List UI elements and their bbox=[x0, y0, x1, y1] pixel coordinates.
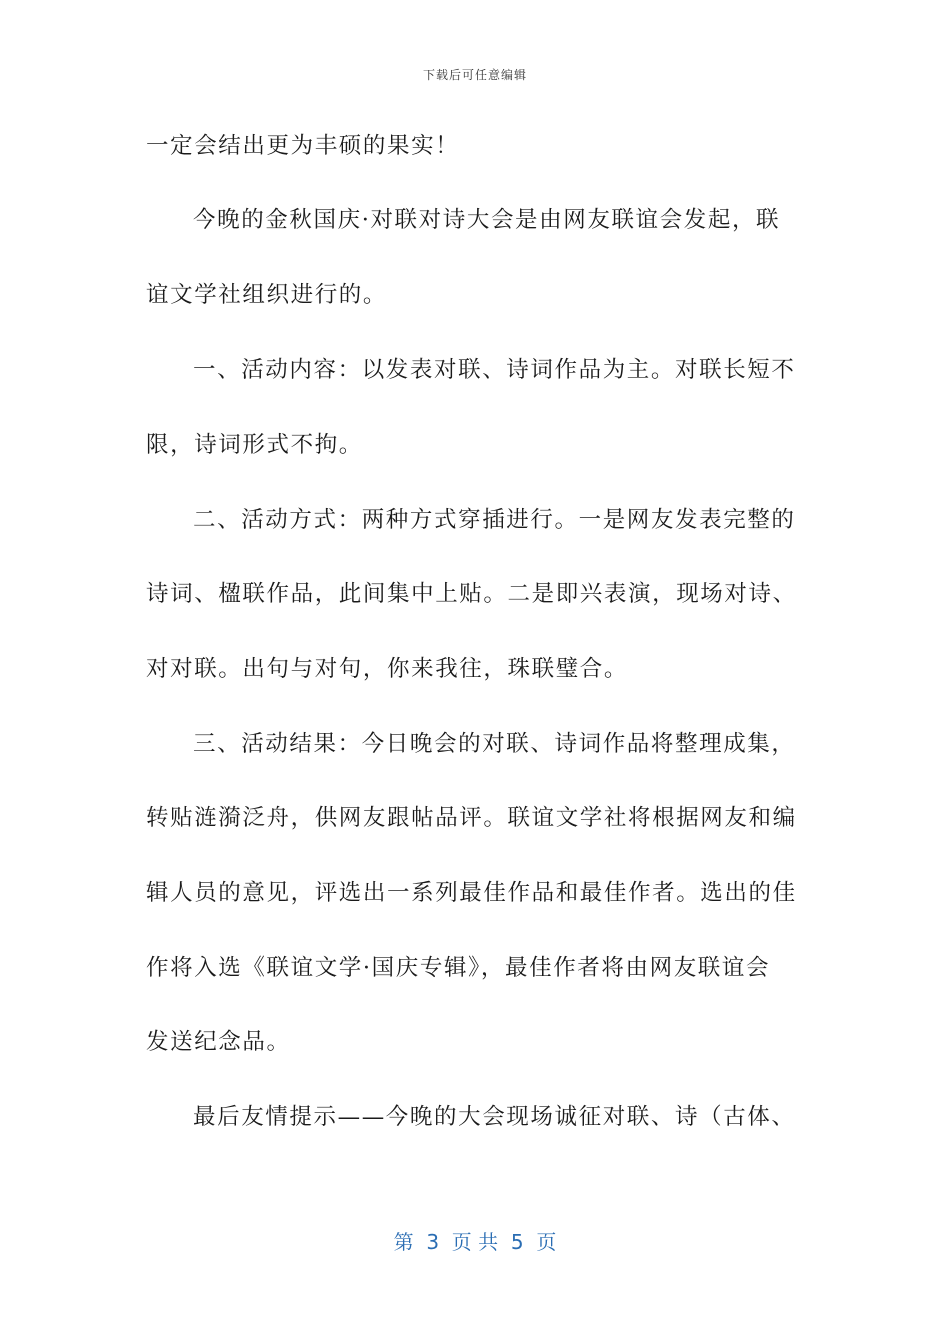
text-line: 限，诗词形式不拘。 bbox=[146, 432, 363, 458]
text-line: 对对联。出句与对句，你来我往，珠联璧合。 bbox=[146, 656, 629, 682]
paragraph-start: 最后友情提示——今晚的大会现场诚征对联、诗（古体、 bbox=[193, 1104, 796, 1130]
text-line: 谊文学社组织进行的。 bbox=[146, 282, 388, 308]
text-line: 作将入选《联谊文学·国庆专辑》，最佳作者将由网友联谊会 bbox=[146, 955, 771, 981]
page-number: 第 3 页 共 5 页 bbox=[393, 1230, 557, 1254]
paragraph-start: 三、活动结果：今日晚会的对联、诗词作品将整理成集， bbox=[193, 731, 796, 757]
text-line: 转贴涟漪泛舟，供网友跟帖品评。联谊文学社将根据网友和编 bbox=[146, 805, 797, 831]
paragraph-start: 一、活动内容：以发表对联、诗词作品为主。对联长短不 bbox=[193, 357, 796, 383]
paragraph-start: 今晚的金秋国庆·对联对诗大会是由网友联谊会发起，联 bbox=[193, 207, 781, 233]
text-line: 发送纪念品。 bbox=[146, 1029, 291, 1055]
text-line: 一定会结出更为丰硕的果实！ bbox=[146, 133, 460, 159]
header-note: 下载后可任意编辑 bbox=[422, 68, 527, 82]
paragraph-start: 二、活动方式：两种方式穿插进行。一是网友发表完整的 bbox=[193, 507, 796, 533]
text-line: 辑人员的意见，评选出一系列最佳作品和最佳作者。选出的佳 bbox=[146, 880, 797, 906]
text-line: 诗词、楹联作品，此间集中上贴。二是即兴表演，现场对诗、 bbox=[146, 581, 797, 607]
